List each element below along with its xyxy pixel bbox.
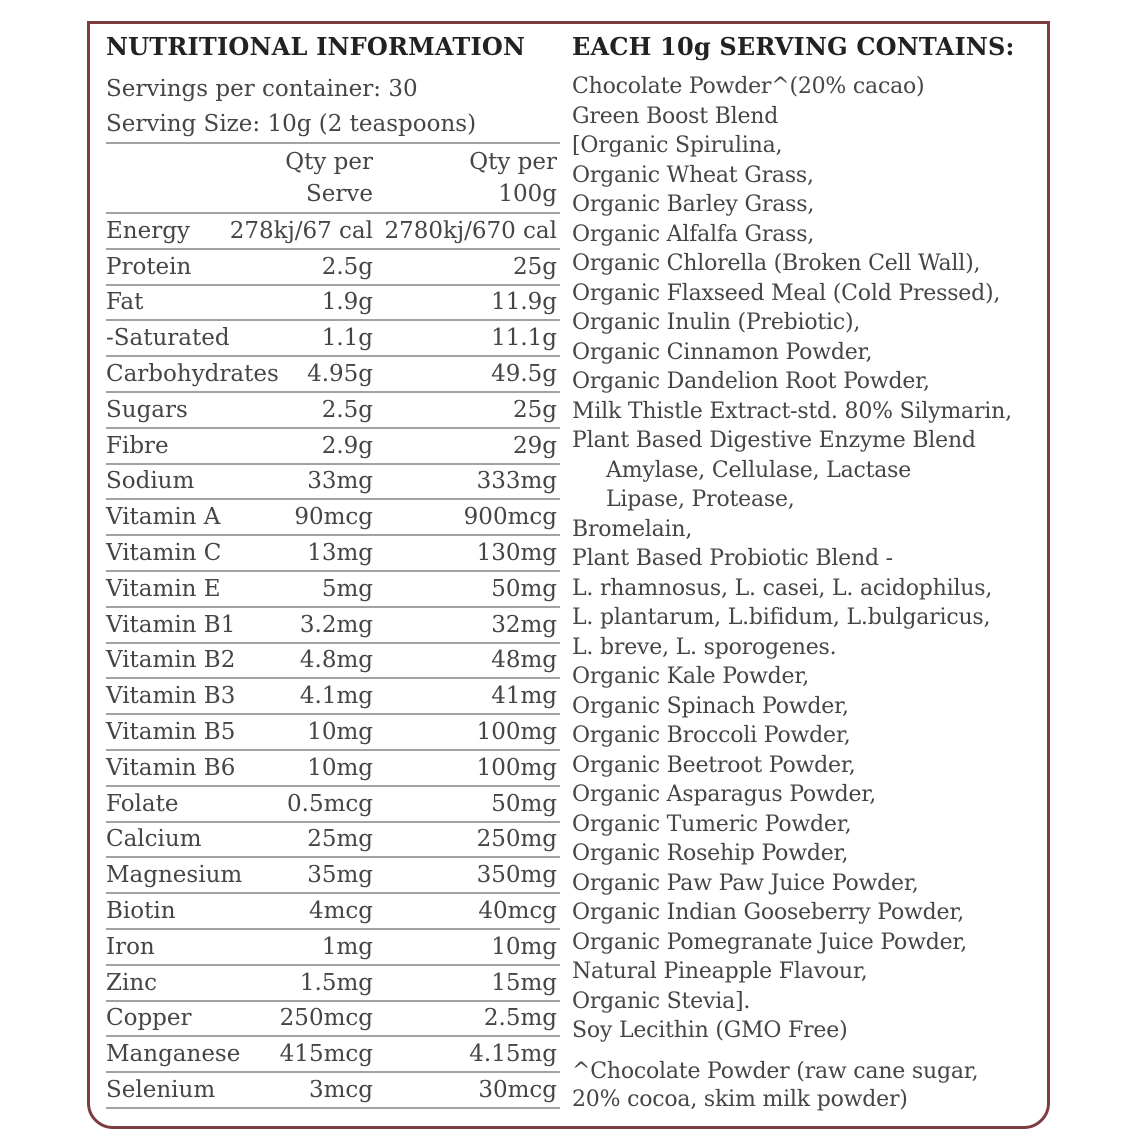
qty-per-serve-value: 0.5mcg — [287, 790, 373, 817]
ingredient-line: L. rhamnosus, L. casei, L. acidophilus, — [572, 575, 993, 601]
table-row — [106, 751, 560, 787]
ingredient-line: [Organic Spirulina, — [572, 133, 783, 158]
qty-per-serve-value: 1.5mg — [299, 969, 373, 996]
table-row — [106, 536, 560, 572]
qty-per-100g-header-line1: Qty per — [469, 149, 557, 175]
nutrient-name: Sugars — [106, 396, 188, 423]
qty-per-serve-value: 1.9g — [321, 289, 373, 316]
ingredient-line: Organic Paw Paw Juice Powder, — [572, 870, 919, 896]
ingredient-line: Soy Lecithin (GMO Free) — [572, 1018, 848, 1043]
ingredient-line: Milk Thistle Extract-std. 80% Silymarin, — [572, 398, 1012, 424]
qty-per-100g-value: 30mcg — [478, 1077, 557, 1104]
qty-per-serve-value: 35mg — [307, 862, 373, 889]
nutrient-name: Zinc — [106, 969, 158, 996]
qty-per-100g-value: 100mg — [476, 719, 557, 746]
ingredient-line: Organic Broccoli Powder, — [572, 723, 851, 748]
table-row — [106, 1037, 560, 1073]
nutrient-name: Copper — [106, 1005, 192, 1032]
qty-per-100g-value: 4.15mg — [469, 1041, 557, 1068]
qty-per-100g-value: 49.5g — [491, 361, 557, 388]
table-row — [106, 644, 560, 680]
nutrition-title: NUTRITIONAL INFORMATION — [106, 32, 526, 61]
nutrient-name: Sodium — [106, 468, 195, 495]
qty-per-serve-value: 90mcg — [294, 504, 373, 531]
qty-per-serve-value: 5mg — [321, 575, 373, 602]
table-row — [106, 787, 560, 823]
ingredient-line: Organic Barley Grass, — [572, 192, 815, 217]
ingredient-line: Green Boost Blend — [572, 103, 779, 129]
qty-per-serve-value: 3.2mg — [299, 611, 373, 638]
nutrient-name: Iron — [106, 933, 155, 960]
qty-per-100g-value: 50mg — [491, 575, 557, 602]
ingredient-line: Organic Pomegranate Juice Powder, — [572, 929, 968, 955]
nutrient-name: Vitamin B6 — [106, 754, 236, 781]
nutrient-name: Vitamin B2 — [106, 647, 236, 674]
footnote-line: 20% cocoa, skim milk powder) — [572, 1086, 908, 1112]
ingredient-line: Natural Pineapple Flavour, — [572, 959, 868, 984]
ingredient-line: Organic Stevia]. — [572, 988, 751, 1014]
nutrient-name: Carbohydrates — [106, 361, 279, 388]
table-row — [106, 429, 560, 465]
qty-per-100g-value: 15mg — [491, 969, 557, 996]
qty-per-100g-value: 10mg — [491, 933, 557, 960]
qty-per-serve-value: 4.95g — [307, 361, 373, 388]
ingredients-column — [572, 32, 1040, 1114]
table-row — [106, 465, 560, 501]
ingredient-line: Plant Based Probiotic Blend - — [572, 546, 893, 571]
qty-per-serve-value: 3mcg — [308, 1077, 373, 1104]
ingredient-line: Organic Wheat Grass, — [572, 162, 814, 188]
qty-per-serve-value: 2.5g — [321, 253, 373, 280]
qty-per-100g-value: 250mg — [476, 826, 557, 853]
nutrition-facts-column — [106, 32, 560, 1109]
nutrient-name: Manganese — [106, 1041, 241, 1068]
qty-per-100g-value: 50mg — [491, 790, 557, 817]
qty-per-100g-value: 25g — [513, 253, 557, 280]
qty-per-serve-value: 25mg — [307, 826, 373, 853]
ingredient-line: Organic Flaxseed Meal (Cold Pressed), — [572, 280, 1001, 306]
table-row — [106, 715, 560, 751]
ingredient-line: Organic Asparagus Powder, — [572, 782, 876, 807]
qty-per-100g-value: 2.5mg — [483, 1005, 557, 1032]
nutrient-name: Vitamin C — [106, 540, 222, 567]
ingredient-line: Bromelain, — [572, 516, 693, 542]
ingredient-line: Plant Based Digestive Enzyme Blend — [572, 428, 976, 453]
nutrient-name: Folate — [106, 790, 179, 817]
qty-per-100g-value: 900mcg — [463, 504, 557, 531]
qty-per-serve-value: 33mg — [307, 468, 373, 495]
table-row — [106, 214, 560, 250]
table-row — [106, 679, 560, 715]
qty-per-serve-value: 10mg — [307, 754, 373, 781]
table-row — [106, 250, 560, 286]
servings-per-container: Servings per container: 30 — [106, 76, 418, 102]
qty-per-serve-value: 4.8mg — [299, 647, 373, 674]
qty-per-100g-value: 2780kj/670 cal — [384, 217, 557, 244]
qty-per-100g-value: 350mg — [476, 862, 557, 889]
table-row — [106, 500, 560, 536]
nutrient-name: -Saturated — [106, 325, 230, 352]
qty-per-serve-value: 13mg — [307, 540, 373, 567]
ingredient-line: Organic Kale Powder, — [572, 664, 810, 689]
ingredient-line: Organic Dandelion Root Powder, — [572, 369, 930, 394]
table-row — [106, 572, 560, 608]
nutrient-name: Magnesium — [106, 862, 243, 889]
table-row — [106, 357, 560, 393]
qty-per-serve-value: 415mcg — [279, 1041, 373, 1068]
qty-per-serve-value: 2.9g — [321, 432, 373, 459]
qty-per-serve-value: 10mg — [307, 719, 373, 746]
ingredient-line: Organic Tumeric Powder, — [572, 811, 852, 837]
nutrition-rows — [106, 214, 560, 1109]
nutrition-panel — [87, 21, 1050, 1129]
qty-per-100g-value: 25g — [513, 396, 557, 423]
table-row — [106, 286, 560, 322]
ingredient-line: Organic Spinach Powder, — [572, 693, 849, 719]
ingredient-line: Organic Cinnamon Powder, — [572, 339, 873, 365]
table-row — [106, 393, 560, 429]
qty-per-100g-value: 48mg — [491, 647, 557, 674]
nutrient-name: Biotin — [106, 898, 176, 925]
nutrient-name: Fat — [106, 289, 144, 316]
qty-per-100g-value: 11.1g — [491, 325, 557, 352]
nutrient-name: Vitamin A — [106, 504, 221, 531]
ingredient-line: L. plantarum, L.bifidum, L.bulgaricus, — [572, 605, 991, 630]
nutrient-name: Vitamin B1 — [106, 611, 236, 638]
nutrient-name: Protein — [106, 253, 192, 280]
qty-per-100g-value: 32mg — [491, 611, 557, 638]
qty-per-serve-value: 4mcg — [308, 898, 373, 925]
table-row — [106, 930, 560, 966]
nutrient-name: Selenium — [106, 1077, 216, 1104]
qty-per-100g-value: 40mcg — [478, 898, 557, 925]
ingredient-line: L. breve, L. sporogenes. — [572, 634, 837, 660]
footnote — [572, 1058, 1040, 1114]
qty-per-serve-value: 2.5g — [321, 396, 373, 423]
qty-per-serve-value: 1mg — [321, 933, 373, 960]
qty-per-serve-value: 1.1g — [321, 325, 373, 352]
nutrient-name: Calcium — [106, 826, 202, 853]
qty-per-100g-value: 29g — [513, 432, 557, 459]
qty-per-serve-value: 250mcg — [279, 1005, 373, 1032]
ingredient-line: Organic Alfalfa Grass, — [572, 221, 815, 247]
qty-per-100g-value: 100mg — [476, 754, 557, 781]
table-row — [106, 1073, 560, 1109]
table-header — [106, 144, 560, 212]
qty-per-100g-header-line2: 100g — [498, 181, 557, 207]
qty-per-serve-value: 4.1mg — [299, 683, 373, 710]
nutrient-name: Energy — [106, 217, 190, 244]
ingredient-line: Amylase, Cellulase, Lactase — [606, 457, 912, 483]
nutrient-name: Vitamin B5 — [106, 719, 236, 746]
qty-per-100g-header — [469, 146, 557, 210]
qty-per-serve-value: 278kj/67 cal — [229, 217, 373, 244]
ingredient-line: Chocolate Powder^(20% cacao) — [572, 74, 925, 99]
qty-per-100g-value: 333mg — [476, 468, 557, 495]
qty-per-100g-value: 11.9g — [491, 289, 557, 316]
ingredient-line: Organic Beetroot Powder, — [572, 752, 856, 778]
nutrient-name: Vitamin E — [106, 575, 221, 602]
table-row — [106, 823, 560, 859]
table-row — [106, 321, 560, 357]
qty-per-100g-value: 41mg — [491, 683, 557, 710]
qty-per-serve-header — [285, 146, 373, 210]
ingredient-line: Organic Indian Gooseberry Powder, — [572, 900, 965, 925]
serving-size: Serving Size: 10g (2 teaspoons) — [106, 111, 477, 137]
ingredients-title: EACH 10g SERVING CONTAINS: — [572, 32, 1015, 61]
ingredient-line: Lipase, Protease, — [606, 487, 795, 512]
nutrient-name: Vitamin B3 — [106, 683, 236, 710]
footnote-line: ^Chocolate Powder (raw cane sugar, — [572, 1058, 979, 1084]
qty-per-100g-value: 130mg — [476, 540, 557, 567]
table-row — [106, 858, 560, 894]
ingredient-line: Organic Rosehip Powder, — [572, 841, 849, 866]
qty-per-serve-header-line2: Serve — [306, 181, 373, 207]
table-row — [106, 894, 560, 930]
table-row — [106, 1002, 560, 1038]
ingredient-lines — [572, 72, 1040, 1046]
nutrient-name: Fibre — [106, 432, 169, 459]
ingredient-line: Organic Chlorella (Broken Cell Wall), — [572, 251, 981, 276]
table-row — [106, 608, 560, 644]
table-row — [106, 966, 560, 1002]
ingredient-line: Organic Inulin (Prebiotic), — [572, 310, 861, 335]
qty-per-serve-header-line1: Qty per — [285, 149, 373, 175]
